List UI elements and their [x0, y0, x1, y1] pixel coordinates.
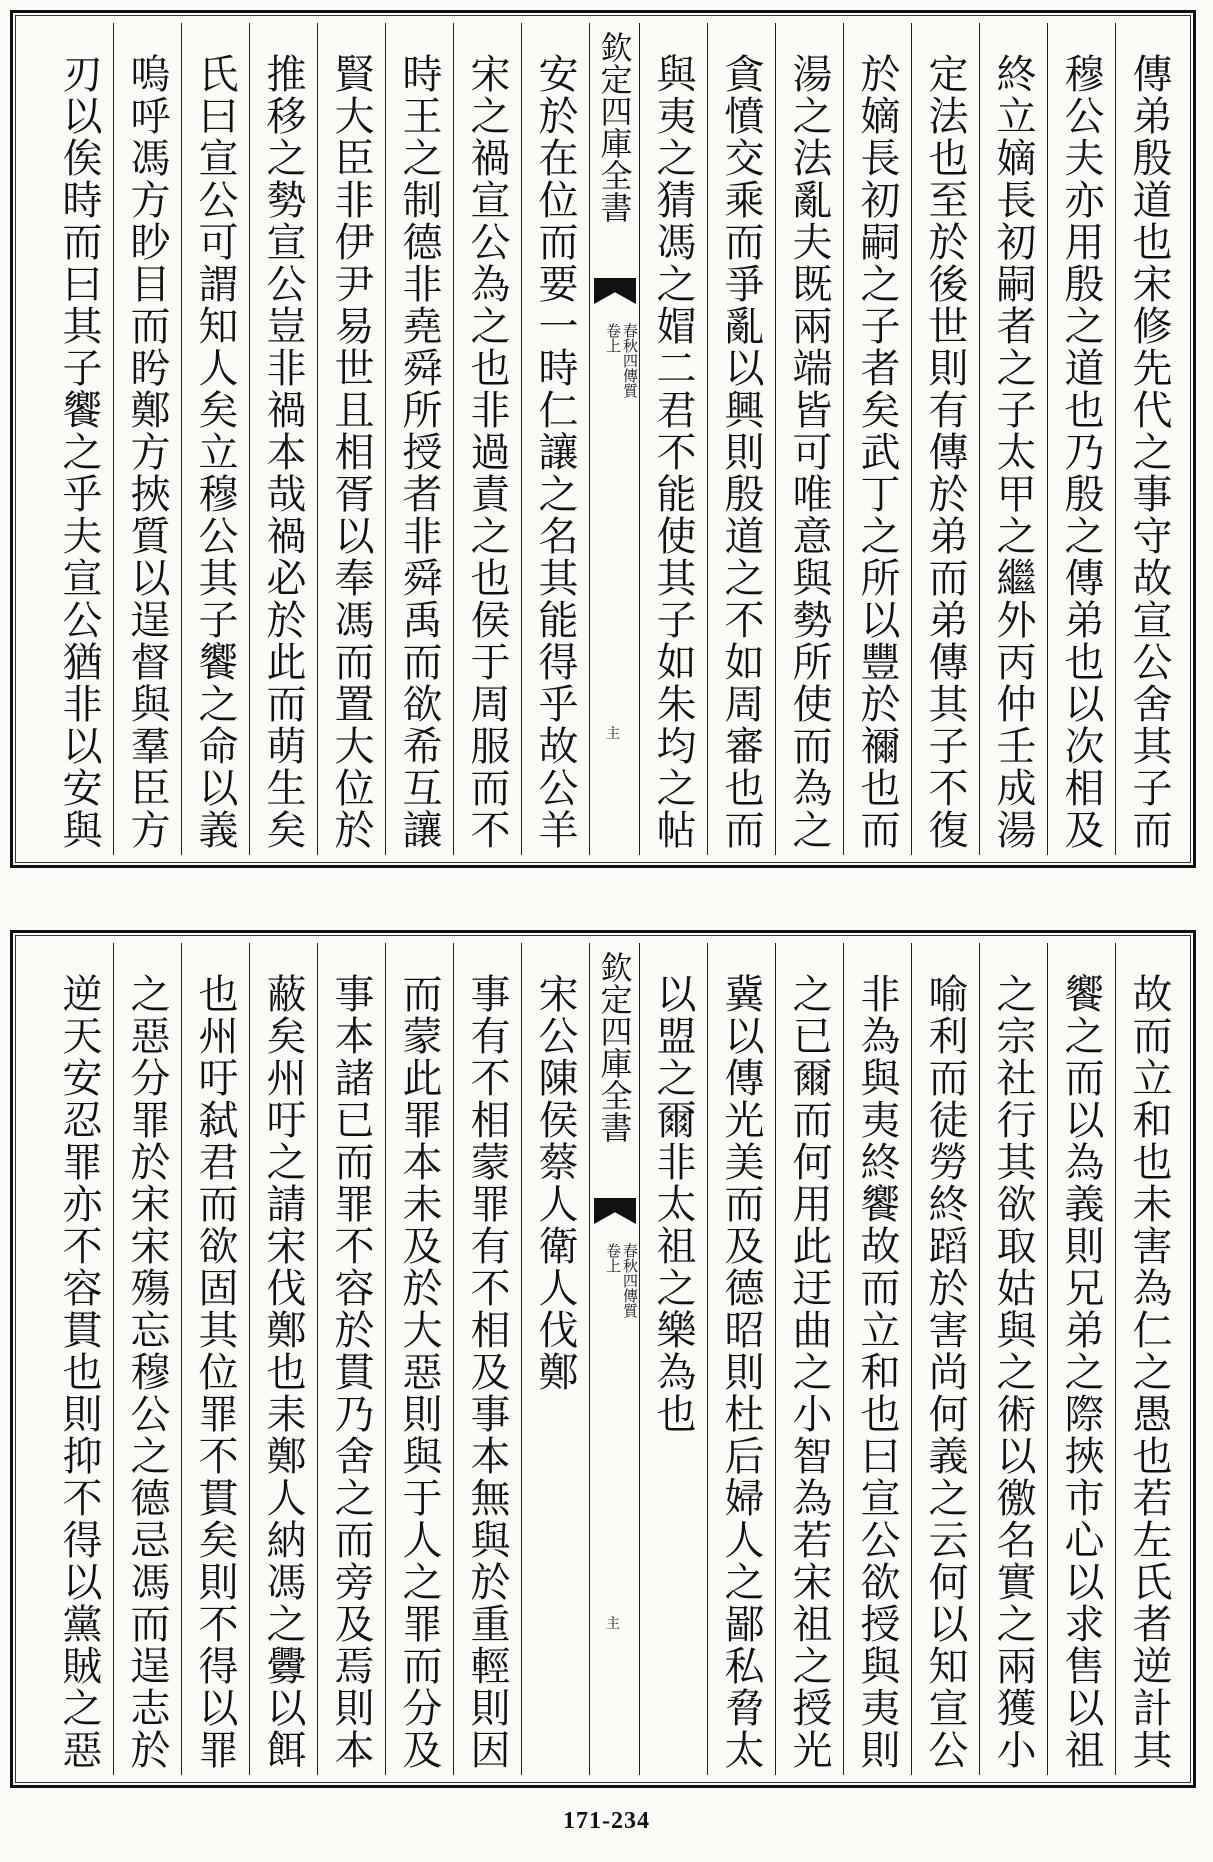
text-column: 逆天安忍罪亦不容貫也則抑不得以黨賊之惡	[56, 973, 102, 1771]
text-column: 之惡分罪於宋宋殤忘穆公之德忌馮而逞志於	[113, 943, 181, 1775]
text-column: 事有不相蒙罪有不相及事本無與於重輕則因	[453, 943, 521, 1775]
text-column: 刃以俟時而曰其子饗之乎夫宣公猶非以安與	[56, 53, 102, 851]
running-subtitle: 春秋四傳質 卷上	[604, 1243, 639, 1318]
text-column: 於嫡長初嗣之子者矣武丁之所以豐於禰也而	[843, 23, 911, 855]
text-column: 嗚呼馮方眇目而盻鄭方挾質以逞督與羣臣方	[113, 23, 181, 855]
text-column: 以盟之爾非太祖之樂為也	[639, 943, 707, 1775]
text-column: 事本諸已而罪不容於貫乃舍之而旁及焉則本	[317, 943, 385, 1775]
lower-columns	[23, 943, 1183, 1775]
text-column: 湯之法亂夫既兩端皆可唯意與勢所使而為之	[775, 23, 843, 855]
running-subtitle: 春秋四傳質 卷上	[604, 323, 639, 398]
text-column: 饗之而以為義則兄弟之際挾市心以求售以祖	[1047, 943, 1115, 1775]
leaf-number: 主	[606, 726, 620, 742]
text-column: 之已爾而何用此迂曲之小智為若宋祖之授光	[775, 943, 843, 1775]
text-column: 故而立和也未害為仁之愚也若左氏者逆計其	[1115, 943, 1183, 1775]
text-column: 與夷之猜馮之媢二君不能使其子如朱均之帖	[639, 23, 707, 855]
lower-page	[10, 930, 1196, 1788]
center-fold	[589, 23, 639, 855]
text-column: 氏曰宣公可謂知人矣立穆公其子饗之命以義	[181, 23, 249, 855]
running-title: 欽定四庫全書	[595, 31, 634, 223]
upper-page	[10, 10, 1196, 868]
text-column: 時王之制德非堯舜所授者非舜禹而欲希互讓	[385, 23, 453, 855]
fishtail-mark-icon	[594, 1198, 636, 1224]
text-column: 穆公夫亦用殷之道也乃殷之傳弟也以次相及	[1047, 23, 1115, 855]
text-column: 也州吁弑君而欲固其位罪不貫矣則不得以罪	[181, 943, 249, 1775]
text-column: 而蒙此罪本未及於大惡則與于人之罪而分及	[385, 943, 453, 1775]
text-column: 非為與夷終饗故而立和也曰宣公欲授與夷則	[843, 943, 911, 1775]
text-column: 喻利而徒勞終蹈於害尚何義之云何以知宣公	[911, 943, 979, 1775]
text-column: 傳弟殷道也宋修先代之事守故宣公舍其子而	[1115, 23, 1183, 855]
text-column: 終立嫡長初嗣者之子太甲之繼外丙仲壬成湯	[979, 23, 1047, 855]
upper-columns	[23, 23, 1183, 855]
text-column: 定法也至於後世則有傳於弟而弟傳其子不復	[911, 23, 979, 855]
fishtail-mark-icon	[594, 278, 636, 304]
page-number: 171-234	[563, 1808, 650, 1834]
running-title: 欽定四庫全書	[595, 951, 634, 1143]
text-column: 宋公陳侯蔡人衛人伐鄭	[521, 943, 589, 1775]
center-fold	[589, 943, 639, 1775]
text-column: 安於在位而要一時仁讓之名其能得乎故公羊	[521, 23, 589, 855]
leaf-number: 主	[606, 1616, 620, 1632]
text-column: 賢大臣非伊尹易世且相胥以奉馮而置大位於	[317, 23, 385, 855]
text-column: 蔽矣州吁之請宋伐鄭也耒鄭人納馮之釁以餌	[249, 943, 317, 1775]
text-column: 推移之勢宣公豈非禍本哉禍必於此而萌生矣	[249, 23, 317, 855]
text-column: 冀以傳光美而及德昭則杜后婦人之鄙私脅太	[707, 943, 775, 1775]
text-column: 之宗社行其欲取姑與之術以徼名實之兩獲小	[979, 943, 1047, 1775]
text-column: 宋之禍宣公為之也非過責之也侯于周服而不	[453, 23, 521, 855]
text-column: 貪憤交乘而爭亂以興則殷道之不如周審也而	[707, 23, 775, 855]
